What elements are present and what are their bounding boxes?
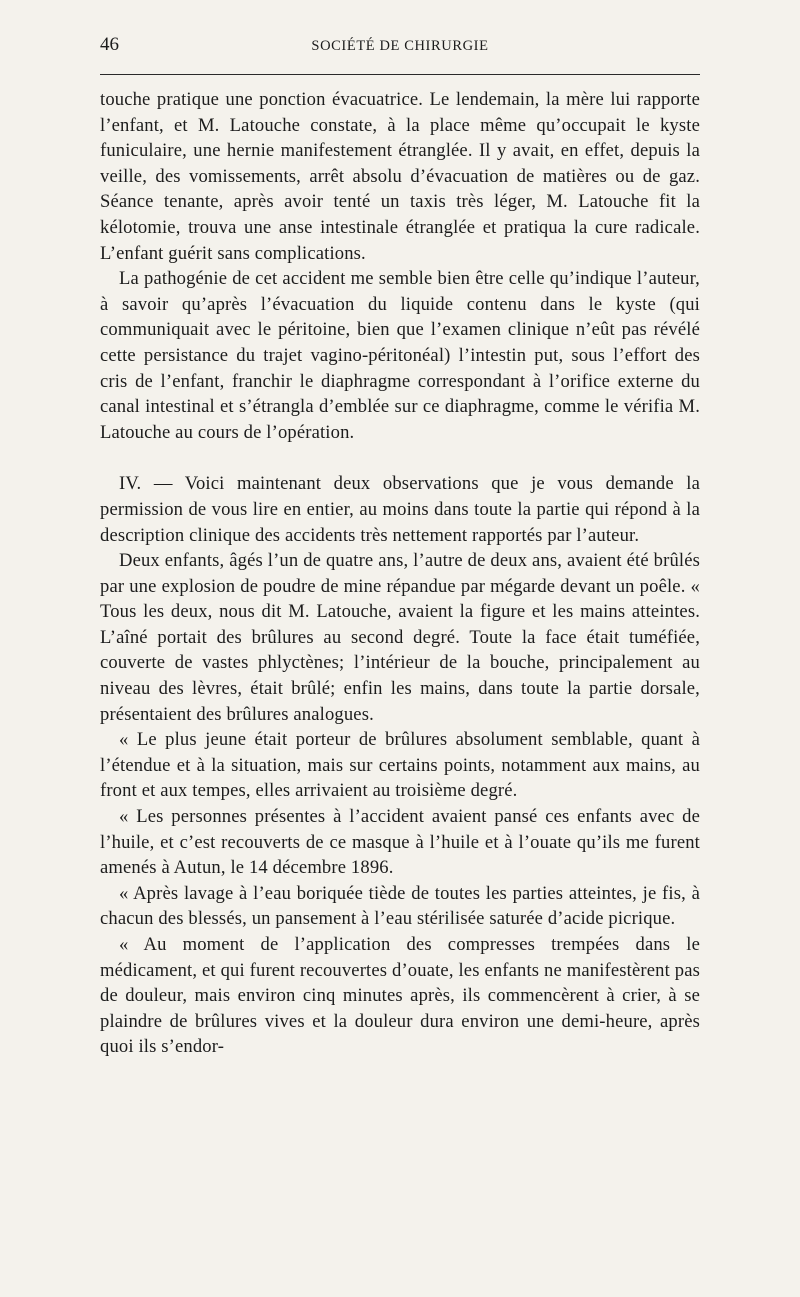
paragraph-personnes-presentes: « Les personnes présentes à l’accident avaient pansé ces enfants avec de l’huile, et c’est recouverts de ce masque à l’huile et à l’ouate qu’ils me furent amenés à Autun, le 14 décembre 1896. [100, 806, 700, 879]
paragraph-apres-lavage: « Après lavage à l’eau boriquée tiède de toutes les parties atteintes, je fis, à chacun des blessés, un pansement à l’eau stérilisée saturée d’acide picrique. [100, 882, 700, 930]
paragraph-continuation: touche pratique une ponction évacuatrice. Le lendemain, la mère lui rapporte l’enfant, et M. Latouche constate, à la place même qu’occupait le kyste funiculaire, une hernie manifestement étranglée. Il y avait, en effet, depuis la veille, des vomissements, arrêt absolu d’évacuation de matières ou de gaz. Séance tenante, après avoir tenté un taxis très léger, M. Latouche fit la kélotomie, trouva une anse intestinale étranglée et pratiqua la cure radicale. L’enfant guérit sans complications. [100, 89, 700, 264]
paragraph-plus-jeune: « Le plus jeune était porteur de brûlures absolument semblable, quant à l’étendue et à la situation, mais sur certains points, notamment aux mains, au front et aux tempes, elles arrivaient au troisième degré. [100, 729, 700, 802]
body-text [100, 87, 700, 1060]
header-title: SOCIÉTÉ DE CHIRURGIE [311, 38, 489, 54]
page-number: 46 [100, 34, 119, 55]
paragraph-au-moment: « Au moment de l’application des compresses trempées dans le médicament, et qui furent recouvertes d’ouate, les enfants ne manifestèrent pas de douleur, mais environ cinq minutes après, ils commencèrent à crier, à se plaindre de brûlures vives et la douleur dura environ une demi-heure, après quoi ils s’endor- [100, 934, 700, 1058]
paragraph-deux-enfants: Deux enfants, âgés l’un de quatre ans, l’autre de deux ans, avaient été brûlés par une explosion de poudre de mine répandue par mégarde devant un poêle. « Tous les deux, nous dit M. Latouche, avaient la figure et les mains atteintes. L’aîné portait des brûlures au second degré. Toute la face était tuméfiée, couverte de vastes phlyctènes; l’intérieur de la bouche, principalement au niveau des lèvres, était brûlé; enfin les mains, dans toute la partie dorsale, présentaient des brûlures analogues. [100, 550, 700, 725]
header-rule [100, 74, 700, 75]
running-head [100, 34, 700, 64]
paragraph-section-iv: IV. — Voici maintenant deux observations que je vous demande la permission de vous lire en entier, au moins dans toute la partie qui répond à la description clinique des accidents très nettement rapportés par l’auteur. [100, 473, 700, 546]
paragraph-pathogenie: La pathogénie de cet accident me semble bien être celle qu’indique l’auteur, à savoir qu’après l’évacuation du liquide contenu dans le kyste (qui communiquait avec le péritoine, bien que l’examen clinique n’eût pas révélé cette persistance du trajet vagino-péritonéal) l’intestin put, sous l’effort des cris de l’enfant, franchir le diaphragme correspondant à l’orifice externe du canal intestinal et s’étrangla d’emblée sur ce diaphragme, comme le vérifia M. Latouche au cours de l’opération. [100, 268, 700, 443]
